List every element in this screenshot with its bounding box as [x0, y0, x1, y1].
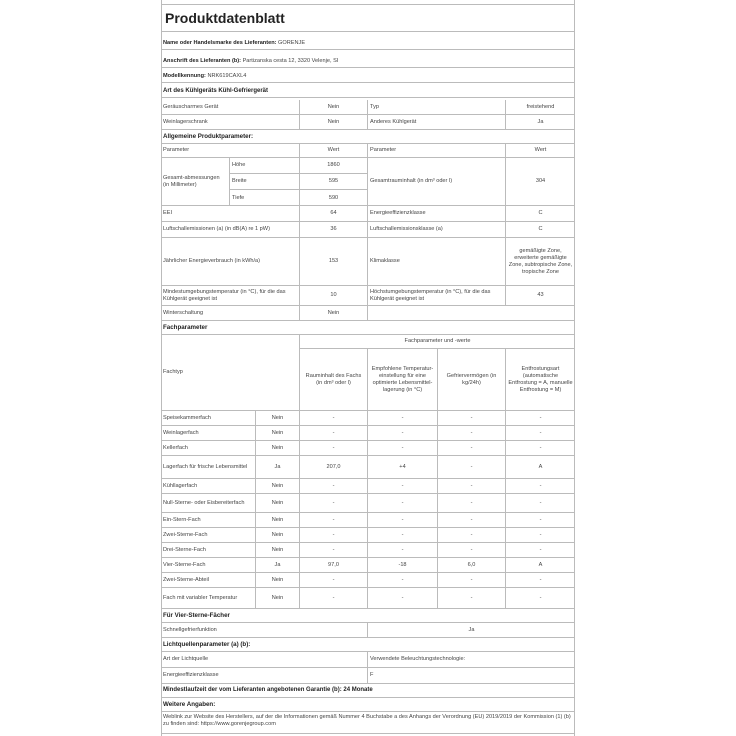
compartment-volume: -	[299, 513, 367, 527]
model-value: NRK619CAXL4	[207, 73, 247, 79]
noise-class-value: C	[505, 222, 575, 237]
compartment-freezing-capacity: -	[437, 441, 505, 455]
col-value: Wert	[299, 144, 367, 157]
appliance-row-value2: freistehend	[505, 100, 575, 114]
annual-energy-value: 153	[299, 238, 367, 285]
compartment-row	[161, 479, 575, 494]
compartment-defrost: -	[505, 441, 575, 455]
compartment-temp: -	[367, 479, 437, 493]
compartment-defrost: A	[505, 456, 575, 478]
winter-label: Winterschaltung	[163, 309, 204, 316]
compartment-temp: -	[367, 411, 437, 425]
compartment-defrost: -	[505, 513, 575, 527]
compartment-present: Nein	[255, 494, 299, 512]
guarantee-row	[161, 684, 575, 698]
extra-heading: Weitere Angaben:	[163, 701, 216, 708]
dimensions-label: Gesamt-abmessungen (in Millimeter)	[163, 174, 220, 188]
compartment-type: Kühllagerfach	[163, 482, 198, 489]
annual-energy-row	[161, 238, 575, 286]
compartment-row	[161, 426, 575, 441]
appliance-type-heading: Art des Kühlgeräts Kühl-Gefriergerät	[163, 88, 269, 94]
compartment-volume: 97,0	[299, 558, 367, 572]
compartment-row	[161, 588, 575, 609]
compartment-defrost: -	[505, 528, 575, 542]
eei-row	[161, 206, 575, 222]
manufacturer-weblink-text: Weblink zur Website des Herstellers, auf der die Informationen gemäß Nummer 4 Buchstabe a des Anhangs der Verordnung (EU) 2019/2019 der Kommission (1) (b) zu finden sind: https://www.gorenjegroup.com	[163, 714, 571, 727]
col-volume: Rauminhalt des Fachs (in dm³ oder l)	[299, 349, 367, 411]
dim-height-value: 1860	[299, 158, 367, 174]
appliance-row-label: Weinlagerschrank	[163, 118, 208, 125]
compartment-volume: -	[299, 543, 367, 557]
light-type-label: Art der Lichtquelle	[163, 656, 209, 662]
compartment-row	[161, 558, 575, 573]
compartment-temp: +4	[367, 456, 437, 478]
appliance-row-2	[161, 115, 575, 130]
dim-width-label: Breite	[229, 174, 299, 190]
compartment-temp: -	[367, 528, 437, 542]
noise-value: 36	[299, 222, 367, 237]
supplier-name-row	[161, 38, 575, 50]
compartment-type: Kellerfach	[163, 444, 188, 451]
extra-heading-row	[161, 698, 575, 712]
light-class-value: F	[367, 668, 575, 683]
dim-depth-label: Tiefe	[229, 190, 299, 206]
dim-height-label: Höhe	[229, 158, 299, 174]
compartment-type: Ein-Stern-Fach	[163, 516, 201, 523]
max-temp-value: 43	[505, 286, 575, 305]
compartment-temp: -	[367, 573, 437, 587]
dim-depth-value: 590	[299, 190, 367, 206]
compartment-volume: -	[299, 479, 367, 493]
total-volume-value: 304	[505, 158, 575, 205]
general-columns-row	[161, 144, 575, 158]
compartment-present: Nein	[255, 513, 299, 527]
compartment-present: Nein	[255, 411, 299, 425]
compartment-defrost: -	[505, 588, 575, 608]
light-class-label: Energieeffizienzklasse	[163, 672, 219, 678]
eei-label: EEI	[163, 210, 173, 216]
compartment-volume: -	[299, 441, 367, 455]
compartment-volume: -	[299, 411, 367, 425]
appliance-row-label2: Typ	[367, 100, 505, 114]
total-volume-label: Gesamtrauminhalt (in dm³ oder l)	[367, 158, 505, 205]
guarantee-text: Mindestlaufzeit der vom Lieferanten angebotenen Garantie (b): 24 Monate	[163, 687, 373, 693]
col-freezing-capacity: Gefriervermögen (in kg/24h)	[437, 349, 505, 411]
model-label: Modellkennung:	[163, 73, 206, 79]
compartment-present: Ja	[255, 558, 299, 572]
general-heading: Allgemeine Produktparameter:	[163, 133, 254, 140]
four-star-heading-row	[161, 609, 575, 623]
compartments-header	[161, 335, 575, 411]
compartment-row	[161, 573, 575, 588]
compartment-temp: -	[367, 441, 437, 455]
page-title: Produktdatenblatt	[161, 4, 575, 32]
eei-value: 64	[299, 206, 367, 221]
compartment-type: Vier-Sterne-Fach	[163, 561, 206, 568]
compartment-row	[161, 494, 575, 513]
compartment-defrost: -	[505, 479, 575, 493]
appliance-row-value: Nein	[299, 115, 367, 129]
col-recommended-temp: Empfohlene Temperatur-einstellung für eine optimierte Lebensmittel-lagerung (in °C)	[367, 349, 437, 411]
compartment-defrost: -	[505, 573, 575, 587]
light-tech-label: Verwendete Beleuchtungstechnologie:	[367, 652, 575, 667]
compartment-type: Null-Sterne- oder Eisbereiterfach	[163, 499, 245, 506]
compartment-row	[161, 513, 575, 528]
compartment-freezing-capacity: -	[437, 426, 505, 440]
dimensions-block	[161, 158, 575, 206]
col-value-2: Wert	[505, 144, 575, 157]
compartment-temp: -	[367, 426, 437, 440]
compartment-volume: -	[299, 494, 367, 512]
compartment-freezing-capacity: -	[437, 479, 505, 493]
compartment-row	[161, 528, 575, 543]
appliance-row-1	[161, 100, 575, 115]
compartment-present: Nein	[255, 426, 299, 440]
col-parameter-2: Parameter	[367, 144, 505, 157]
compartment-defrost: -	[505, 494, 575, 512]
max-temp-label: Höchstumgebungstemperatur (in °C), für die das Kühlgerät geeignet ist	[367, 286, 505, 305]
light-heading-row	[161, 638, 575, 652]
compartment-temp: -	[367, 494, 437, 512]
compartment-freezing-capacity: -	[437, 573, 505, 587]
compartment-freezing-capacity: -	[437, 528, 505, 542]
compartment-present: Nein	[255, 573, 299, 587]
compartment-volume: -	[299, 588, 367, 608]
compartment-freezing-capacity: -	[437, 456, 505, 478]
compartment-group-header: Fachparameter und -werte	[299, 335, 575, 349]
winter-row	[161, 306, 575, 321]
model-row	[161, 71, 575, 83]
supplier-address-value: Partizanska cesta 12, 3320 Velenje, SI	[242, 58, 339, 64]
appliance-row-label: Geräuscharmes Gerät	[163, 103, 219, 110]
compartment-volume: 207,0	[299, 456, 367, 478]
noise-row	[161, 222, 575, 238]
dim-width-value: 595	[299, 174, 367, 190]
compartment-defrost: -	[505, 426, 575, 440]
col-defrost-type: Entfrostungsart (automatische Entfrostung = A, manuelle Entfrostung = M)	[505, 349, 575, 411]
compartment-freezing-capacity: -	[437, 513, 505, 527]
compartment-defrost: -	[505, 543, 575, 557]
light-class-row	[161, 668, 575, 684]
appliance-row-label2: Anderes Kühlgerät	[367, 115, 505, 129]
compartment-volume: -	[299, 528, 367, 542]
compartment-present: Ja	[255, 456, 299, 478]
min-temp-label: Mindestumgebungstemperatur (in °C), für die das Kühlgerät geeignet ist	[163, 288, 286, 302]
compartment-row	[161, 411, 575, 426]
ambient-temp-row	[161, 286, 575, 306]
compartment-row	[161, 456, 575, 479]
light-type-row	[161, 652, 575, 668]
fast-freeze-label: Schnellgefrierfunktion	[163, 626, 217, 633]
climate-value: gemäßigte Zone, erweiterte gemäßigte Zone, subtropische Zone, tropische Zone	[505, 238, 575, 285]
compartment-freezing-capacity: 6,0	[437, 558, 505, 572]
compartment-present: Nein	[255, 528, 299, 542]
noise-label: Luftschallemissionen (a) (in dB(A) re 1 pW)	[163, 226, 270, 232]
compartment-defrost: A	[505, 558, 575, 572]
compartment-freezing-capacity: -	[437, 543, 505, 557]
compartment-type: Lagerfach für frische Lebensmittel	[163, 463, 248, 470]
appliance-type-heading-row	[161, 86, 575, 98]
compartments-heading: Fachparameter	[163, 324, 208, 331]
compartment-row	[161, 543, 575, 558]
noise-class-label: Luftschallemissionsklasse (a)	[367, 222, 505, 237]
winter-value: Nein	[299, 306, 367, 320]
compartment-freezing-capacity: -	[437, 494, 505, 512]
compartment-defrost: -	[505, 411, 575, 425]
compartment-volume: -	[299, 573, 367, 587]
compartment-type: Zwei-Sterne-Abteil	[163, 576, 210, 583]
light-heading: Lichtquellenparameter (a) (b):	[163, 641, 251, 648]
supplier-address-row	[161, 56, 575, 68]
four-star-heading: Für Vier-Sterne-Fächer	[163, 612, 230, 619]
energy-class-label: Energieeffizienzklasse	[367, 206, 505, 221]
general-heading-row	[161, 130, 575, 144]
fast-freeze-row	[161, 623, 575, 638]
compartment-temp: -	[367, 513, 437, 527]
compartment-freezing-capacity: -	[437, 588, 505, 608]
annual-energy-label: Jährlicher Energieverbrauch (in kWh/a)	[163, 258, 260, 264]
col-parameter: Parameter	[163, 147, 190, 153]
compartment-present: Nein	[255, 543, 299, 557]
compartment-type: Weinlagerfach	[163, 429, 199, 436]
compartment-volume: -	[299, 426, 367, 440]
col-compartment-type: Fachtyp	[163, 369, 183, 375]
appliance-row-value: Nein	[299, 100, 367, 114]
compartment-type: Drei-Sterne-Fach	[163, 546, 206, 553]
extra-text-row	[161, 712, 575, 734]
compartment-present: Nein	[255, 588, 299, 608]
compartment-row	[161, 441, 575, 456]
compartments-heading-row	[161, 321, 575, 335]
climate-label: Klimaklasse	[367, 238, 505, 285]
compartment-type: Speisekammerfach	[163, 414, 211, 421]
compartment-temp: -	[367, 588, 437, 608]
supplier-name-value: GORENJE	[278, 40, 306, 46]
compartment-present: Nein	[255, 479, 299, 493]
compartment-present: Nein	[255, 441, 299, 455]
compartment-freezing-capacity: -	[437, 411, 505, 425]
supplier-name-label: Name oder Handelsmarke des Lieferanten:	[163, 40, 277, 46]
compartment-type: Fach mit variabler Temperatur	[163, 594, 238, 601]
compartment-temp: -	[367, 543, 437, 557]
supplier-address-label: Anschrift des Lieferanten (b):	[163, 58, 242, 64]
compartment-temp: -18	[367, 558, 437, 572]
appliance-row-value2: Ja	[505, 115, 575, 129]
min-temp-value: 10	[299, 286, 367, 305]
compartment-type: Zwei-Sterne-Fach	[163, 531, 208, 538]
fast-freeze-value: Ja	[367, 623, 575, 637]
energy-class-value: C	[505, 206, 575, 221]
